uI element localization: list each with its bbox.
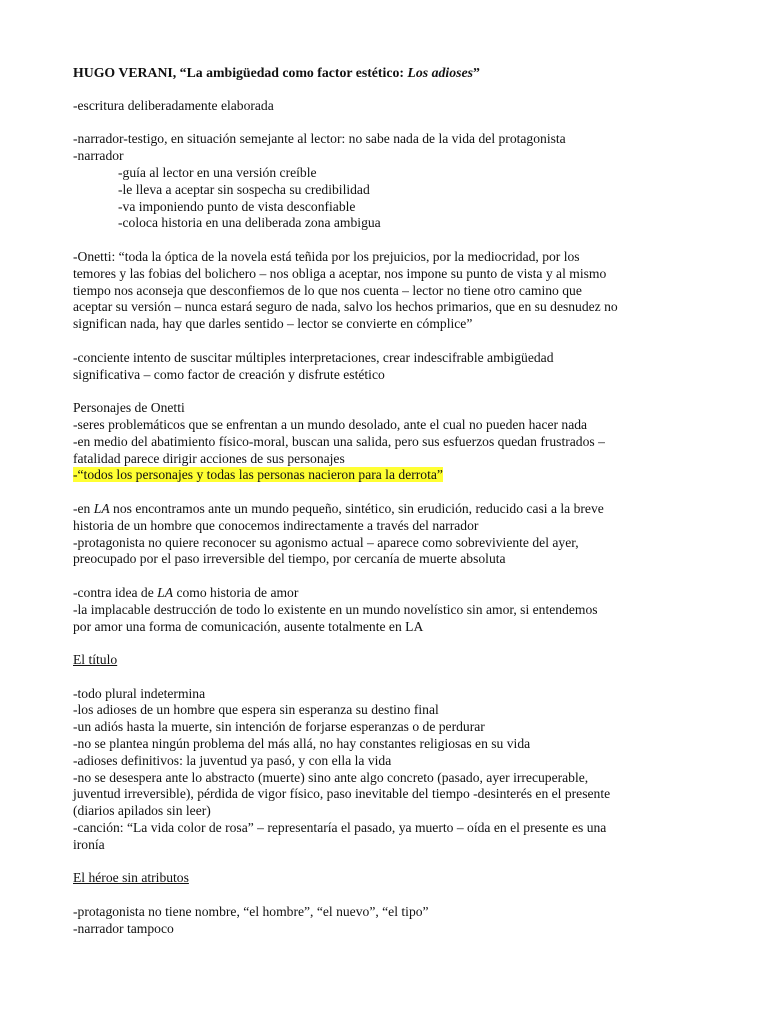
text-line [73, 501, 708, 518]
text-line: (diarios apilados sin leer) [73, 803, 211, 819]
text-line: -narrador-testigo, en situación semejante al lector: no sabe nada de la vida del protagonista [73, 131, 566, 147]
section-heading-underlined: El título [73, 652, 118, 668]
text-line: -en medio del abatimiento físico-moral, buscan una salida, pero sus esfuerzos quedan frustrados – [73, 433, 605, 449]
text-line: -los adioses de un hombre que espera sin esperanza su destino final [73, 702, 439, 718]
section-heading: Personajes de Onetti [73, 400, 185, 416]
text-line: preocupado por el paso irreversible del tiempo, por cercanía de muerte absoluta [73, 551, 506, 567]
text-line: -escritura deliberadamente elaborada [73, 97, 274, 113]
text-line: -no se desespera ante lo abstracto (muerte) sino ante algo concreto (pasado, ayer irrecuperable, [73, 769, 589, 785]
italic-abbrev: LA [93, 500, 110, 516]
text-line: aceptar su versión – nunca estará seguro de nada, salvo los hechos primarios, que en su desnudez no [73, 299, 618, 315]
text-line: -seres problemáticos que se enfrentan a un mundo desolado, ante el cual no pueden hacer nada [73, 416, 588, 432]
text-line: -guía al lector en una versión creíble [118, 164, 317, 180]
text-fragment: como historia de amor [173, 584, 299, 600]
title-italic-text: Los adioses [407, 65, 473, 80]
text-line: -no se plantea ningún problema del más allá, no hay constantes religiosas en su vida [73, 736, 531, 752]
title-suffix: ” [472, 65, 480, 80]
text-fragment: nos encontramos ante un mundo pequeño, sintético, sin erudición, reducido casi a la breve [109, 500, 604, 516]
text-line: -conciente intento de suscitar múltiples interpretaciones, crear indescifrable ambigüedad [73, 349, 554, 365]
text-line: -narrador [73, 148, 124, 164]
text-line: -protagonista no quiere reconocer su agonismo actual – aparece como sobreviviente del ayer, [73, 534, 579, 550]
text-line: -un adiós hasta la muerte, sin intención de forjarse esperanzas o de perdurar [73, 719, 485, 735]
text-line: por amor una forma de comunicación, ausente totalmente en LA [73, 618, 424, 634]
text-line: -canción: “La vida color de rosa” – representaría el pasado, ya muerto – oída en el presente es una [73, 820, 607, 836]
text-line: -va imponiendo punto de vista desconfiable [118, 198, 356, 214]
document-title [73, 65, 708, 82]
title-text: HUGO VERANI, “La ambigüedad como factor estético: [73, 65, 408, 80]
text-fragment: -contra idea de [73, 584, 158, 600]
text-line: -coloca historia en una deliberada zona ambigua [118, 215, 381, 231]
text-line: juventud irreversible), pérdida de vigor físico, paso inevitable del tiempo -desinterés en el presente [73, 786, 611, 802]
text-fragment: -en [73, 500, 94, 516]
text-line: tiempo nos aconseja que desconfiemos de lo que nos cuenta – lector no tiene otro camino que [73, 282, 582, 298]
text-line: -narrador tampoco [73, 920, 174, 936]
text-line [73, 585, 708, 602]
text-line: -Onetti: “toda la óptica de la novela está teñida por los prejuicios, por la mediocridad, por los [73, 248, 580, 264]
text-line: -la implacable destrucción de todo lo existente en un mundo novelístico sin amor, si entendemos [73, 601, 598, 617]
text-line: ironía [73, 836, 105, 852]
text-line: -adioses definitivos: la juventud ya pasó, y con ella la vida [73, 752, 392, 768]
text-line: historia de un hombre que conocemos indirectamente a través del narrador [73, 517, 479, 533]
highlighted-quote: -“todos los personajes y todas las personas nacieron para la derrota” [73, 467, 443, 483]
italic-abbrev: LA [157, 584, 174, 600]
text-line: -le lleva a aceptar sin sospecha su credibilidad [118, 181, 370, 197]
text-line: temores y las fobias del bolichero – nos obliga a aceptar, nos impone su punto de vista y al mismo [73, 265, 607, 281]
text-line: significativa – como factor de creación y disfrute estético [73, 366, 385, 382]
text-line: significan nada, hay que darles sentido – lector se convierte en cómplice” [73, 316, 473, 332]
text-line: fatalidad parece dirigir acciones de sus personajes [73, 450, 345, 466]
section-heading-underlined: El héroe sin atributos [73, 870, 189, 886]
text-line: -protagonista no tiene nombre, “el hombre”, “el nuevo”, “el tipo” [73, 904, 429, 920]
text-line: -todo plural indetermina [73, 685, 206, 701]
